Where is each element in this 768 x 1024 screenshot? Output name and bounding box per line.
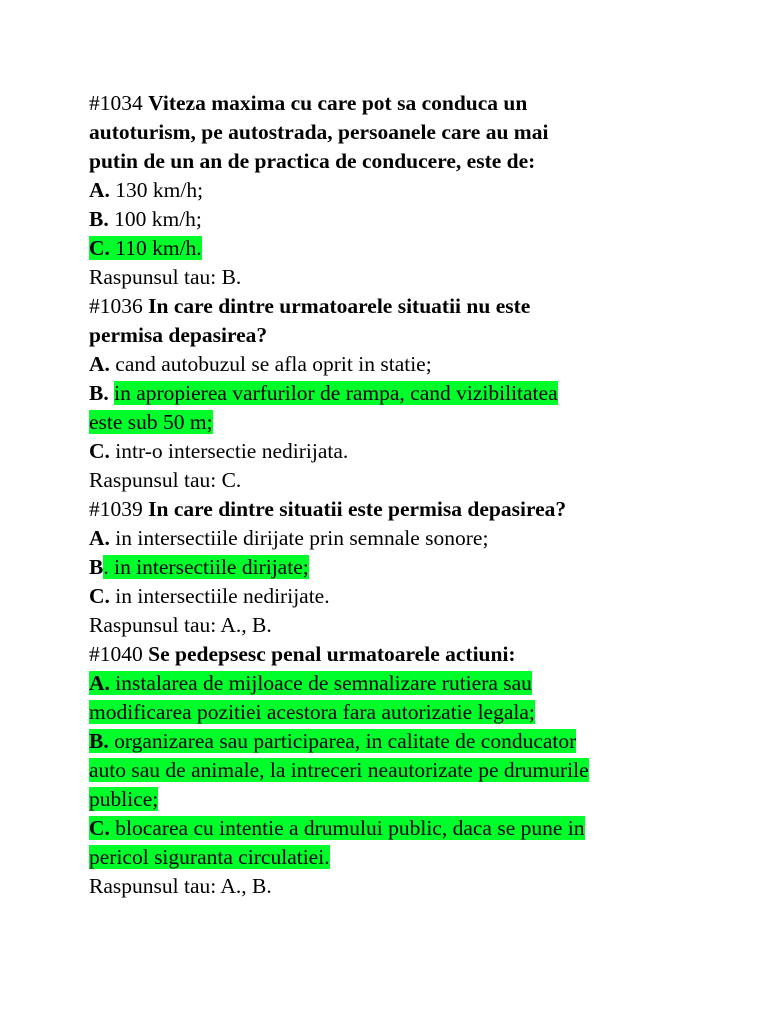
question-block	[89, 292, 689, 495]
question-block	[89, 89, 689, 292]
option-letter: B.	[89, 729, 109, 753]
question-line	[89, 292, 689, 321]
option-text: in intersectiile dirijate prin semnale sonore;	[115, 526, 489, 550]
option-letter: B.	[89, 207, 109, 231]
question-text: autoturism, pe autostrada, persoanele care au mai	[89, 120, 549, 144]
option-text: organizarea sau participarea, in calitate de conducator	[114, 729, 577, 753]
option-text: cand autobuzul se afla oprit in statie;	[115, 352, 432, 376]
option-text: in intersectiile nedirijate.	[115, 584, 330, 608]
user-answer: Raspunsul tau: C.	[89, 468, 242, 492]
question-line	[89, 89, 689, 118]
question-text: In care dintre situatii este permisa depasirea?	[148, 497, 567, 521]
option-a	[89, 176, 689, 205]
question-text: In care dintre urmatoarele situatii nu este	[148, 294, 531, 318]
option-c	[89, 437, 689, 466]
option-text: intr-o intersectie nedirijata.	[115, 439, 349, 463]
question-line	[89, 495, 689, 524]
option-letter: B	[89, 555, 104, 579]
question-block	[89, 495, 689, 640]
question-text: putin de un an de practica de conducere, este de:	[89, 149, 536, 173]
option-a	[89, 524, 689, 553]
question-text: Se pedepsesc penal urmatoarele actiuni:	[148, 642, 516, 666]
option-b-correct-cont	[89, 756, 689, 785]
option-letter: B.	[89, 381, 109, 405]
option-text: blocarea cu intentie a drumului public, daca se pune in	[115, 816, 585, 840]
option-text: publice;	[89, 787, 159, 811]
question-id: #1036	[89, 294, 143, 318]
option-letter: C.	[89, 439, 110, 463]
quiz-document	[89, 89, 689, 901]
option-letter: A.	[89, 178, 110, 202]
question-text: Viteza maxima cu care pot sa conduca un	[148, 91, 528, 115]
option-c	[89, 582, 689, 611]
option-text: pericol siguranta circulatiei.	[89, 845, 330, 869]
option-letter: C.	[89, 816, 110, 840]
option-text: auto sau de animale, la intreceri neautorizate pe drumurile	[89, 758, 589, 782]
option-text: . in intersectiile dirijate;	[103, 555, 309, 579]
option-letter: A.	[89, 526, 110, 550]
user-answer: Raspunsul tau: A., B.	[89, 874, 272, 898]
option-letter: A.	[89, 671, 110, 695]
option-b-correct-cont	[89, 785, 689, 814]
option-letter: C.	[89, 584, 110, 608]
option-b-correct-cont	[89, 408, 689, 437]
option-text: 100 km/h;	[114, 207, 202, 231]
option-text: este sub 50 m;	[89, 410, 213, 434]
question-text: permisa depasirea?	[89, 323, 268, 347]
option-a-correct-cont	[89, 698, 689, 727]
option-text: 110 km/h.	[115, 236, 202, 260]
option-text: modificarea pozitiei acestora fara autorizatie legala;	[89, 700, 535, 724]
question-id: #1040	[89, 642, 143, 666]
user-answer: Raspunsul tau: B.	[89, 265, 242, 289]
question-id: #1034	[89, 91, 143, 115]
option-b-correct	[89, 379, 689, 408]
question-id: #1039	[89, 497, 143, 521]
option-c-correct-cont	[89, 843, 689, 872]
option-text: 130 km/h;	[115, 178, 204, 202]
option-a-correct	[89, 669, 689, 698]
question-block	[89, 640, 689, 901]
option-b	[89, 205, 689, 234]
question-line	[89, 640, 689, 669]
option-c-correct	[89, 234, 689, 263]
option-b-correct	[89, 553, 689, 582]
option-text: in apropierea varfurilor de rampa, cand vizibilitatea	[114, 381, 558, 405]
option-letter: C.	[89, 236, 110, 260]
option-a	[89, 350, 689, 379]
option-text: instalarea de mijloace de semnalizare rutiera sau	[115, 671, 532, 695]
user-answer: Raspunsul tau: A., B.	[89, 613, 272, 637]
option-c-correct	[89, 814, 689, 843]
option-b-correct	[89, 727, 689, 756]
option-letter: A.	[89, 352, 110, 376]
